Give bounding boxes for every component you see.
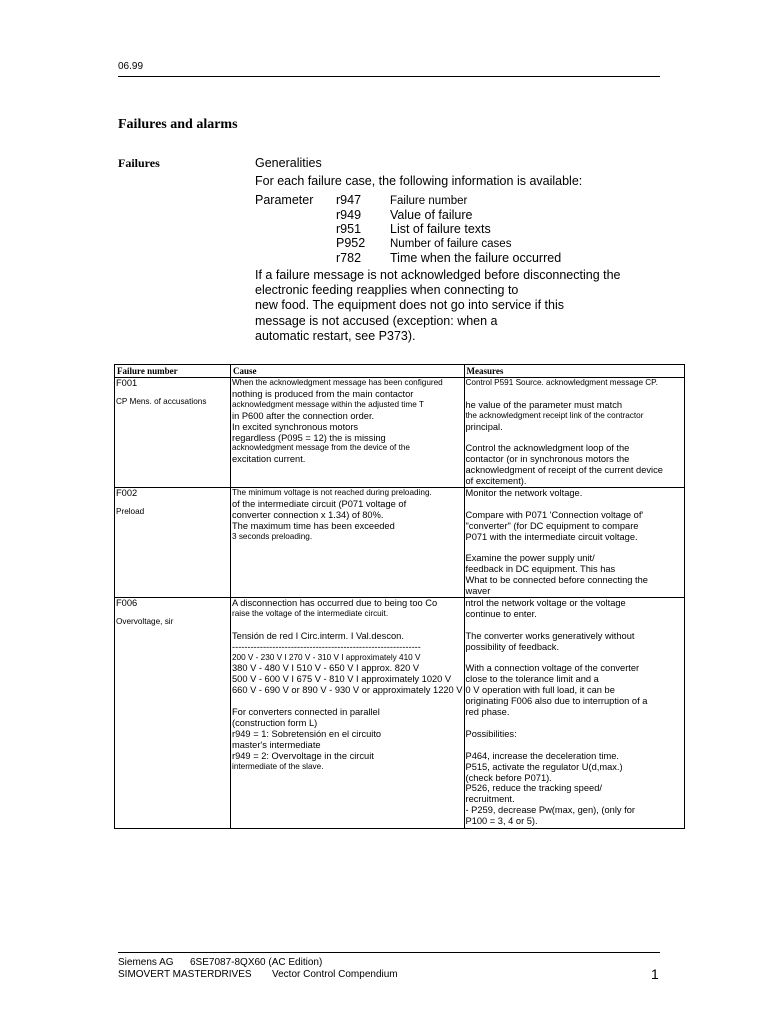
- failure-number-cell: [115, 488, 231, 598]
- cause-cell: [231, 598, 465, 829]
- table-row: [115, 598, 685, 829]
- header-measures: Measures: [464, 365, 684, 378]
- cause-line: nothing is produced from the main contactor: [232, 388, 414, 399]
- measures-line: P526, reduce the tracking speed/: [465, 783, 602, 794]
- cause-line: [232, 620, 463, 631]
- cause-line: r949 = 1: Sobretensión en el circuito: [232, 728, 382, 739]
- measures-line: With a connection voltage of the converter: [465, 663, 640, 674]
- cause-line: 380 V - 480 V I 510 V - 650 V I approx. 820 V: [232, 663, 420, 674]
- parameter-description: Value of failure: [390, 208, 473, 222]
- page-title: Failures and alarms: [118, 117, 238, 132]
- measures-line: What to be connected before connecting the: [465, 575, 648, 586]
- measures-line: principal.: [465, 421, 503, 432]
- measures-cell: [464, 488, 684, 598]
- measures-line: he value of the parameter must match: [465, 399, 623, 410]
- failure-name: CP Mens. of accusations: [116, 396, 207, 406]
- measures-line: acknowledgment of receipt of the current device: [465, 465, 663, 476]
- measures-line: recruitment.: [465, 794, 515, 805]
- parameter-code: P952: [336, 236, 366, 250]
- paragraph-line: automatic restart, see P373).: [255, 328, 416, 343]
- measures-line: close to the tolerance limit and a: [465, 674, 599, 685]
- failure-number-cell: [115, 378, 231, 488]
- parameter-code: r782: [336, 251, 362, 265]
- measures-line: [466, 543, 683, 554]
- footer-code: 6SE7087-8QX60 (AC Edition): [190, 957, 323, 968]
- parameter-code: r951: [336, 222, 362, 236]
- header-failure-number: Failure number: [115, 365, 231, 378]
- measures-line: possibility of feedback.: [465, 641, 560, 652]
- cause-line: 3 seconds preloading.: [232, 531, 313, 541]
- measures-line: [466, 389, 683, 400]
- parameter-row: [336, 208, 472, 222]
- failure-name: [116, 499, 229, 507]
- footer-line-1: [118, 957, 323, 968]
- parameter-description: Number of failure cases: [390, 238, 512, 250]
- measures-line: red phase.: [465, 707, 510, 718]
- measures-line: Monitor the network voltage.: [465, 488, 583, 499]
- measures-line: originating F006 also due to interruption of a: [465, 696, 648, 707]
- cause-line: (construction form L): [232, 718, 318, 728]
- table-row: [115, 378, 685, 488]
- cause-line: in P600 after the connection order.: [232, 410, 375, 421]
- measures-line: continue to enter.: [465, 608, 537, 619]
- parameter-row: [336, 193, 467, 207]
- failure-name: Overvoltage, sir: [116, 616, 174, 626]
- failure-table: [114, 364, 685, 829]
- parameter-row: [336, 251, 561, 265]
- measures-line: P100 = 3, 4 or 5).: [465, 816, 538, 827]
- measures-line: (check before P071).: [465, 772, 552, 783]
- measures-line: Examine the power supply unit/: [465, 553, 595, 564]
- parameter-description: List of failure texts: [390, 222, 491, 236]
- parameter-label: Parameter: [255, 193, 314, 207]
- table-row: [115, 488, 685, 598]
- measures-line: [466, 718, 683, 729]
- measures-line: [466, 433, 683, 444]
- cause-line: -------------------------------------------------------------: [232, 641, 421, 652]
- cause-line: acknowledgment message within the adjusted time T: [232, 399, 424, 409]
- measures-cell: [464, 598, 684, 829]
- cause-line: converter connection x 1.34) of 80%.: [232, 509, 384, 520]
- footer-line-2: [118, 969, 398, 980]
- measures-line: - P259, decrease Pw(max, gen), (only for: [465, 805, 635, 816]
- cause-line: The minimum voltage is not reached during preloading.: [232, 488, 432, 498]
- cause-line: raise the voltage of the intermediate circuit.: [232, 608, 389, 618]
- cause-line: of the intermediate circuit (P071 voltage of: [232, 498, 407, 509]
- measures-line: ntrol the network voltage or the voltage: [465, 598, 626, 609]
- paragraph-line: If a failure message is not acknowledged before disconnecting the: [255, 268, 621, 282]
- parameter-code: r949: [336, 208, 362, 222]
- cause-line: intermediate of the slave.: [232, 761, 324, 771]
- cause-cell: [231, 488, 465, 598]
- page-number: 1: [651, 966, 659, 982]
- failure-name: Preload: [116, 506, 145, 516]
- measures-line: the acknowledgment receipt link of the contractor: [465, 410, 644, 420]
- parameter-code: r947: [336, 193, 362, 207]
- measures-line: Possibilities:: [465, 728, 517, 739]
- failure-code: F001: [116, 378, 138, 388]
- measures-line: [466, 620, 683, 631]
- cause-line: r949 = 2: Overvoltage in the circuit: [232, 750, 374, 761]
- measures-line: waver: [465, 586, 491, 597]
- header-cause: Cause: [231, 365, 465, 378]
- measures-cell: [464, 378, 684, 488]
- measures-line: of excitement).: [465, 476, 527, 487]
- measures-line: Compare with P071 'Connection voltage of': [465, 509, 644, 520]
- cause-line: master's intermediate: [232, 739, 321, 750]
- parameter-description: Time when the failure occurred: [390, 251, 562, 265]
- parameter-description: Failure number: [390, 195, 468, 207]
- footer-company: Siemens AG: [118, 957, 174, 968]
- footer-product: SIMOVERT MASTERDRIVES: [118, 969, 252, 980]
- header-date: 06.99: [118, 61, 144, 72]
- parameter-row: [336, 236, 511, 250]
- table-header-row: [115, 365, 685, 378]
- measures-line: Control the acknowledgment loop of the: [465, 443, 630, 454]
- measures-line: 0 V operation with full load, it can be: [465, 685, 615, 696]
- footer-subtitle: Vector Control Compendium: [272, 969, 398, 980]
- measures-line: P464, increase the deceleration time.: [465, 750, 619, 761]
- cause-cell: [231, 378, 465, 488]
- failure-code: F006: [116, 598, 138, 609]
- section-label: Failures: [118, 156, 160, 170]
- cause-line: The maximum time has been exceeded: [232, 520, 395, 531]
- paragraph-line: electronic feeding reapplies when connecting to: [255, 283, 519, 298]
- cause-line: When the acknowledgment message has been configured: [232, 378, 443, 387]
- cause-line: regardless (P095 = 12) the is missing: [232, 432, 386, 443]
- cause-line: acknowledgment message from the device of the: [232, 443, 410, 453]
- measures-line: [466, 740, 683, 751]
- cause-line: 660 V - 690 V or 890 V - 930 V or approximately 1220 V: [232, 685, 463, 696]
- footer-rule: [118, 952, 660, 953]
- parameter-row: [336, 222, 491, 236]
- cause-line: 200 V - 230 V I 270 V - 310 V I approximately 410 V: [232, 652, 421, 662]
- failure-number-cell: [115, 598, 231, 829]
- cause-line: For converters connected in parallel: [232, 707, 380, 718]
- measures-line: The converter works generatively without: [465, 630, 635, 641]
- measures-line: P515, activate the regulator U(d,max.): [465, 761, 623, 772]
- cause-line: excitation current.: [232, 454, 306, 465]
- paragraph-line: new food. The equipment does not go into service if this: [255, 298, 564, 313]
- info-line: For each failure case, the following information is available:: [255, 174, 583, 188]
- cause-line: In excited synchronous motors: [232, 421, 359, 432]
- failure-name: [116, 609, 229, 617]
- cause-line: 500 V - 600 V I 675 V - 810 V I approximately 1020 V: [232, 674, 452, 685]
- measures-line: P071 with the intermediate circuit voltage.: [465, 531, 638, 542]
- header-rule: [118, 76, 660, 77]
- cause-line: A disconnection has occurred due to being too Co: [232, 598, 438, 609]
- failure-code: F002: [116, 488, 138, 499]
- measures-line: feedback in DC equipment. This has: [465, 564, 616, 575]
- measures-line: [466, 499, 683, 510]
- measures-line: "converter" (for DC equipment to compare: [465, 520, 639, 531]
- measures-line: [466, 653, 683, 664]
- paragraph-line: message is not accused (exception: when a: [255, 313, 498, 328]
- generalities-heading: Generalities: [255, 156, 322, 170]
- measures-line: contactor (or in synchronous motors the: [465, 454, 630, 465]
- cause-line: [232, 696, 463, 707]
- failure-name: [116, 389, 229, 397]
- cause-line: Tensión de red I Circ.interm. I Val.descon.: [232, 630, 404, 641]
- measures-line: Control P591 Source. acknowledgment message CP.: [465, 378, 658, 387]
- acknowledge-paragraph: [255, 268, 645, 344]
